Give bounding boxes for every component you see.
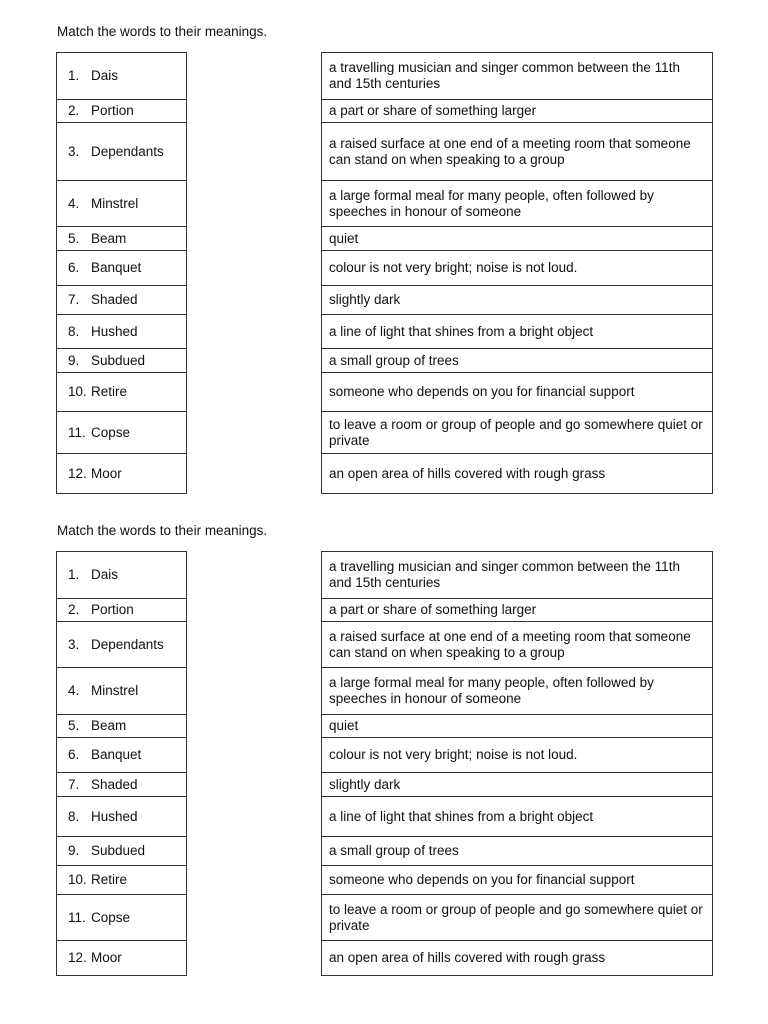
meaning-cell: a part or share of something larger [322,100,713,123]
table-row [57,715,187,738]
meaning-cell: an open area of hills covered with rough grass [322,454,713,494]
table-row [57,599,187,622]
meaning-cell: a small group of trees [322,349,713,373]
word-cell: 8. Hushed [57,315,187,349]
table-row [322,100,713,123]
word-cell: 12. Moor [57,454,187,494]
meaning-cell: to leave a room or group of people and go somewhere quiet or private [322,412,713,454]
table-row [57,837,187,866]
table-row [322,181,713,227]
table-row [57,100,187,123]
table-row [57,454,187,494]
meaning-cell: a raised surface at one end of a meeting room that someone can stand on when speaking to a group [322,123,713,181]
meanings-table [321,551,713,976]
table-row [57,53,187,100]
meaning-cell: a travelling musician and singer common between the 11th and 15th centuries [322,552,713,599]
table-row [57,227,187,251]
meaning-cell: a line of light that shines from a bright object [322,797,713,837]
meaning-cell: a travelling musician and singer common between the 11th and 15th centuries [322,53,713,100]
word-cell: 10. Retire [57,866,187,895]
meaning-cell: an open area of hills covered with rough grass [322,941,713,976]
table-row [322,941,713,976]
meaning-cell: to leave a room or group of people and go somewhere quiet or private [322,895,713,941]
table-row [322,454,713,494]
instruction-text: Match the words to their meanings. [57,24,268,39]
table-row [57,668,187,715]
table-row [57,552,187,599]
table-row [57,286,187,315]
table-row [57,315,187,349]
table-row [322,373,713,412]
table-row [322,668,713,715]
meaning-cell: a part or share of something larger [322,599,713,622]
meanings-table [321,52,713,494]
table-row [322,773,713,797]
word-cell: 1. Dais [57,53,187,100]
table-row [57,251,187,286]
table-row [57,123,187,181]
table-row [322,599,713,622]
table-row [322,286,713,315]
table-row [322,622,713,668]
meaning-cell: colour is not very bright; noise is not loud. [322,738,713,773]
meaning-cell: quiet [322,715,713,738]
word-cell: 7. Shaded [57,286,187,315]
meaning-cell: someone who depends on you for financial support [322,373,713,412]
table-row [322,797,713,837]
table-row [57,412,187,454]
word-cell: 1. Dais [57,552,187,599]
table-row [322,895,713,941]
word-cell: 9. Subdued [57,837,187,866]
table-row [57,738,187,773]
table-row [322,738,713,773]
table-row [322,123,713,181]
table-row [57,181,187,227]
words-table [56,52,187,494]
word-cell: 11. Copse [57,895,187,941]
meaning-cell: a small group of trees [322,837,713,866]
word-cell: 4. Minstrel [57,181,187,227]
table-row [322,251,713,286]
meaning-cell: quiet [322,227,713,251]
table-row [57,797,187,837]
table-row [322,715,713,738]
table-row [57,941,187,976]
table-row [57,373,187,412]
table-row [322,552,713,599]
meaning-cell: a large formal meal for many people, often followed by speeches in honour of someone [322,668,713,715]
meaning-cell: slightly dark [322,286,713,315]
table-row [322,315,713,349]
word-cell: 4. Minstrel [57,668,187,715]
words-table [56,551,187,976]
table-row [322,837,713,866]
word-cell: 2. Portion [57,599,187,622]
word-cell: 7. Shaded [57,773,187,797]
table-row [322,412,713,454]
table-row [322,53,713,100]
meaning-cell: a raised surface at one end of a meeting room that someone can stand on when speaking to a group [322,622,713,668]
word-cell: 9. Subdued [57,349,187,373]
instruction-text: Match the words to their meanings. [57,523,268,538]
table-row [57,866,187,895]
word-cell: 2. Portion [57,100,187,123]
meaning-cell: colour is not very bright; noise is not loud. [322,251,713,286]
table-row [322,866,713,895]
meaning-cell: someone who depends on you for financial support [322,866,713,895]
table-row [57,349,187,373]
word-cell: 6. Banquet [57,738,187,773]
word-cell: 6. Banquet [57,251,187,286]
word-cell: 3. Dependants [57,123,187,181]
table-row [322,349,713,373]
word-cell: 5. Beam [57,227,187,251]
word-cell: 10. Retire [57,373,187,412]
table-row [57,622,187,668]
word-cell: 3. Dependants [57,622,187,668]
word-cell: 12. Moor [57,941,187,976]
meaning-cell: slightly dark [322,773,713,797]
word-cell: 11. Copse [57,412,187,454]
word-cell: 5. Beam [57,715,187,738]
table-row [57,773,187,797]
table-row [322,227,713,251]
table-row [57,895,187,941]
word-cell: 8. Hushed [57,797,187,837]
meaning-cell: a large formal meal for many people, often followed by speeches in honour of someone [322,181,713,227]
meaning-cell: a line of light that shines from a bright object [322,315,713,349]
